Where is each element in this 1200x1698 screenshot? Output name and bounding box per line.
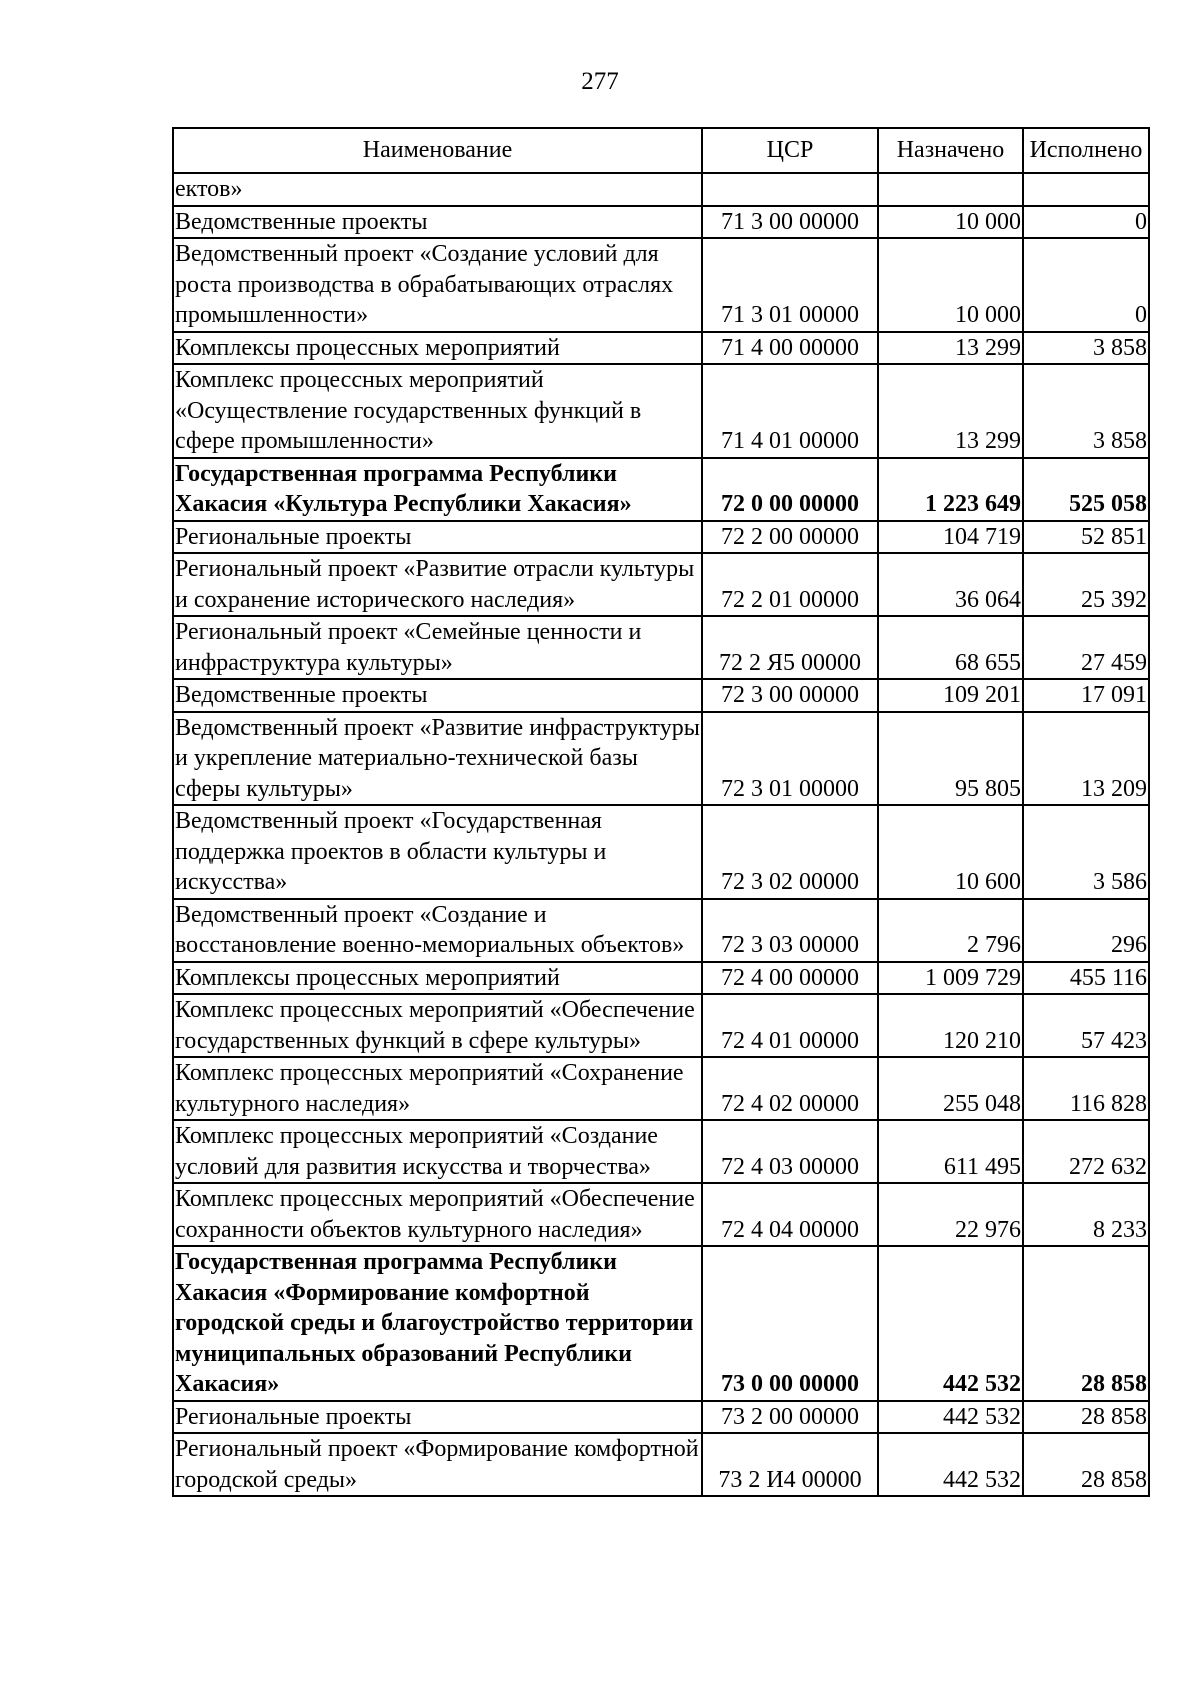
row-csr: 72 4 03 00000 xyxy=(702,1120,878,1183)
row-name: Комплекс процессных мероприятий «Осуществление государственных функций в сфере промышленности» xyxy=(173,364,702,458)
page-number: 277 xyxy=(581,68,619,95)
row-executed: 8 233 xyxy=(1023,1183,1149,1246)
row-executed: 27 459 xyxy=(1023,616,1149,679)
row-csr: 72 3 03 00000 xyxy=(702,899,878,962)
row-csr: 72 3 02 00000 xyxy=(702,805,878,899)
header-executed: Исполнено xyxy=(1023,128,1149,173)
row-executed: 28 858 xyxy=(1023,1246,1149,1401)
row-name: Ведомственные проекты xyxy=(173,679,702,712)
row-assigned: 255 048 xyxy=(878,1057,1023,1120)
table-row xyxy=(173,899,1149,962)
row-executed: 28 858 xyxy=(1023,1433,1149,1496)
row-assigned: 10 000 xyxy=(878,238,1023,332)
table-row xyxy=(173,458,1149,521)
row-name: Ведомственный проект «Государственная поддержка проектов в области культуры и искусства» xyxy=(173,805,702,899)
row-executed: 455 116 xyxy=(1023,962,1149,995)
row-name: Комплекс процессных мероприятий «Сохранение культурного наследия» xyxy=(173,1057,702,1120)
row-csr: 72 3 00 00000 xyxy=(702,679,878,712)
header-name: Наименование xyxy=(173,128,702,173)
row-name: Комплексы процессных мероприятий xyxy=(173,332,702,365)
table-row xyxy=(173,712,1149,806)
row-assigned: 68 655 xyxy=(878,616,1023,679)
header-csr: ЦСР xyxy=(702,128,878,173)
row-executed: 272 632 xyxy=(1023,1120,1149,1183)
row-assigned: 109 201 xyxy=(878,679,1023,712)
row-executed: 3 586 xyxy=(1023,805,1149,899)
table-row xyxy=(173,238,1149,332)
row-assigned: 10 000 xyxy=(878,206,1023,239)
row-executed: 17 091 xyxy=(1023,679,1149,712)
row-executed: 296 xyxy=(1023,899,1149,962)
row-csr: 71 3 00 00000 xyxy=(702,206,878,239)
row-assigned: 22 976 xyxy=(878,1183,1023,1246)
row-name: Ведомственный проект «Развитие инфраструктуры и укрепление материально-технической базы сферы культуры» xyxy=(173,712,702,806)
table-row xyxy=(173,521,1149,554)
header-assigned: Назначено xyxy=(878,128,1023,173)
table-row xyxy=(173,679,1149,712)
row-name: Государственная программа Республики Хакасия «Культура Республики Хакасия» xyxy=(173,458,702,521)
row-assigned: 1 223 649 xyxy=(878,458,1023,521)
row-name: Региональный проект «Развитие отрасли культуры и сохранение исторического наследия» xyxy=(173,553,702,616)
row-csr: 72 4 04 00000 xyxy=(702,1183,878,1246)
table-row xyxy=(173,962,1149,995)
row-assigned: 104 719 xyxy=(878,521,1023,554)
row-csr: 72 0 00 00000 xyxy=(702,458,878,521)
row-assigned: 442 532 xyxy=(878,1246,1023,1401)
row-name: Региональный проект «Формирование комфортной городской среды» xyxy=(173,1433,702,1496)
row-csr: 71 4 00 00000 xyxy=(702,332,878,365)
row-name: Региональный проект «Семейные ценности и инфраструктура культуры» xyxy=(173,616,702,679)
row-executed: 3 858 xyxy=(1023,364,1149,458)
row-assigned: 442 532 xyxy=(878,1433,1023,1496)
row-csr: 72 4 00 00000 xyxy=(702,962,878,995)
row-executed: 13 209 xyxy=(1023,712,1149,806)
row-csr: 71 4 01 00000 xyxy=(702,364,878,458)
row-executed: 3 858 xyxy=(1023,332,1149,365)
row-assigned: 1 009 729 xyxy=(878,962,1023,995)
row-assigned: 2 796 xyxy=(878,899,1023,962)
row-csr: 72 3 01 00000 xyxy=(702,712,878,806)
table-row xyxy=(173,1433,1149,1496)
row-name: Региональные проекты xyxy=(173,1401,702,1434)
row-csr xyxy=(702,173,878,206)
row-name: Комплекс процессных мероприятий «Обеспечение государственных функций в сфере культуры» xyxy=(173,994,702,1057)
row-csr: 73 0 00 00000 xyxy=(702,1246,878,1401)
table-row xyxy=(173,805,1149,899)
table-row xyxy=(173,1246,1149,1401)
table-row xyxy=(173,1401,1149,1434)
row-assigned: 442 532 xyxy=(878,1401,1023,1434)
table-row xyxy=(173,1120,1149,1183)
row-assigned xyxy=(878,173,1023,206)
row-executed: 525 058 xyxy=(1023,458,1149,521)
row-assigned: 13 299 xyxy=(878,364,1023,458)
row-csr: 72 2 00 00000 xyxy=(702,521,878,554)
row-executed: 52 851 xyxy=(1023,521,1149,554)
row-name: Комплекс процессных мероприятий «Создание условий для развития искусства и творчества» xyxy=(173,1120,702,1183)
row-executed: 25 392 xyxy=(1023,553,1149,616)
row-csr: 72 4 01 00000 xyxy=(702,994,878,1057)
table-row xyxy=(173,332,1149,365)
row-assigned: 36 064 xyxy=(878,553,1023,616)
table-row xyxy=(173,994,1149,1057)
row-csr: 72 2 01 00000 xyxy=(702,553,878,616)
table-row xyxy=(173,173,1149,206)
row-name: Ведомственный проект «Создание и восстановление военно-мемориальных объектов» xyxy=(173,899,702,962)
row-csr: 73 2 И4 00000 xyxy=(702,1433,878,1496)
table-row xyxy=(173,206,1149,239)
row-assigned: 611 495 xyxy=(878,1120,1023,1183)
header-row xyxy=(173,128,1149,173)
table-row xyxy=(173,553,1149,616)
row-assigned: 10 600 xyxy=(878,805,1023,899)
table-row xyxy=(173,364,1149,458)
row-name: Комплекс процессных мероприятий «Обеспечение сохранности объектов культурного наследия» xyxy=(173,1183,702,1246)
row-assigned: 13 299 xyxy=(878,332,1023,365)
row-executed: 0 xyxy=(1023,238,1149,332)
row-name: Государственная программа Республики Хакасия «Формирование комфортной городской среды и благоустройство территории муниципальных образований Республики Хакасия» xyxy=(173,1246,702,1401)
row-csr: 73 2 00 00000 xyxy=(702,1401,878,1434)
table-row xyxy=(173,616,1149,679)
row-executed: 0 xyxy=(1023,206,1149,239)
row-assigned: 95 805 xyxy=(878,712,1023,806)
row-name: Комплексы процессных мероприятий xyxy=(173,962,702,995)
row-name: ектов» xyxy=(173,173,702,206)
row-name: Региональные проекты xyxy=(173,521,702,554)
row-name: Ведомственный проект «Создание условий для роста производства в обрабатывающих отраслях промышленности» xyxy=(173,238,702,332)
row-name: Ведомственные проекты xyxy=(173,206,702,239)
budget-table xyxy=(172,127,1150,1497)
row-executed: 116 828 xyxy=(1023,1057,1149,1120)
row-executed: 57 423 xyxy=(1023,994,1149,1057)
row-executed xyxy=(1023,173,1149,206)
row-assigned: 120 210 xyxy=(878,994,1023,1057)
table-row xyxy=(173,1057,1149,1120)
row-csr: 71 3 01 00000 xyxy=(702,238,878,332)
row-csr: 72 4 02 00000 xyxy=(702,1057,878,1120)
row-executed: 28 858 xyxy=(1023,1401,1149,1434)
row-csr: 72 2 Я5 00000 xyxy=(702,616,878,679)
table-row xyxy=(173,1183,1149,1246)
